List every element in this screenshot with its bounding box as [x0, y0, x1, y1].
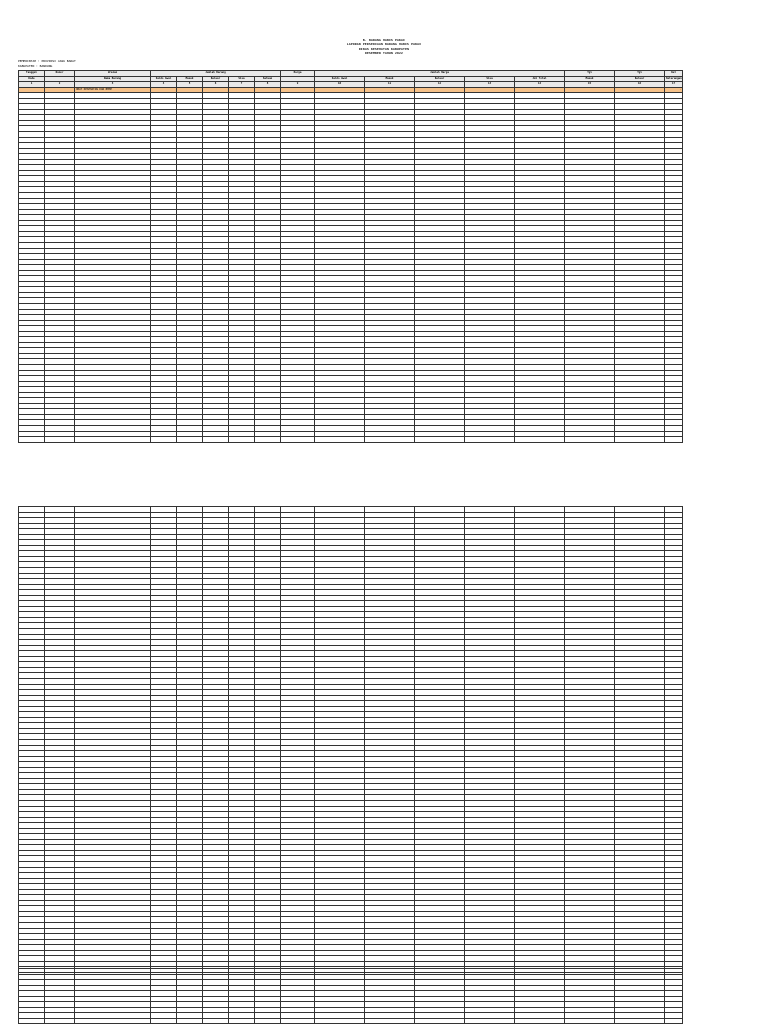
table-section-3	[18, 968, 682, 1024]
table-cell	[281, 437, 315, 443]
meta-line: KABUPATEN : BANDUNG	[18, 63, 53, 68]
report-title	[0, 38, 768, 56]
table-cell: Keluar	[203, 76, 229, 82]
table-cell: Satuan	[255, 76, 281, 82]
table-cell: 2	[45, 82, 75, 88]
table-cell: 9	[281, 82, 315, 88]
table-cell: 11	[365, 82, 415, 88]
header-cell: Nomor	[45, 71, 75, 77]
table-cell	[255, 437, 281, 443]
table-cell: 4	[151, 82, 177, 88]
title-line: LAPORAN PERSEDIAAN BARANG HABIS PAKAI	[346, 42, 422, 47]
inventory-table	[18, 506, 683, 973]
table-cell: 12	[415, 82, 465, 88]
table-cell	[75, 437, 151, 443]
table-cell: 10	[315, 82, 365, 88]
table-cell	[365, 437, 415, 443]
table-cell	[515, 437, 565, 443]
meta-line: PEMERINTAH : PROVINSI JAWA BARAT	[18, 59, 76, 63]
table-cell	[151, 437, 177, 443]
inventory-table	[18, 968, 683, 1024]
table-cell: -	[665, 87, 683, 93]
header-cell: Jumlah Barang	[151, 71, 281, 77]
table-cell: 6	[203, 82, 229, 88]
table-cell	[45, 437, 75, 443]
table-section-1	[18, 70, 682, 443]
header-cell: Tgl	[565, 71, 615, 77]
table-cell: Kode	[19, 76, 45, 82]
table-cell	[665, 437, 683, 443]
table-cell: OBAT KESEHATAN DAN BMHP	[75, 87, 151, 93]
table-cell	[203, 437, 229, 443]
table-cell: 5	[177, 82, 203, 88]
report-meta	[18, 59, 76, 68]
table-cell: Sisa	[229, 76, 255, 82]
table-cell	[465, 437, 515, 443]
table-cell: 1	[19, 82, 45, 88]
table-cell: Masuk	[565, 76, 615, 82]
table-cell: 14	[515, 82, 565, 88]
table-cell	[565, 437, 615, 443]
inventory-table	[18, 70, 683, 443]
table-cell: Keterangan	[666, 76, 682, 80]
table-cell: Saldo Awal	[315, 76, 365, 82]
table-cell	[615, 437, 665, 443]
table-cell: 16	[615, 82, 665, 88]
header-cell: Jumlah Harga	[315, 71, 565, 77]
header-cell: Uraian	[75, 71, 151, 77]
table-cell	[177, 437, 203, 443]
table-cell: 15	[565, 82, 615, 88]
table-cell	[315, 437, 365, 443]
table-row	[19, 437, 683, 443]
table-cell: 8	[255, 82, 281, 88]
table-cell: 13	[465, 82, 515, 88]
header-cell: Harga	[281, 71, 315, 77]
title-line: B. BARANG HABIS PAKAI	[362, 38, 406, 42]
table-cell	[229, 437, 255, 443]
table-cell: Masuk	[177, 76, 203, 82]
title-line: DINAS KESEHATAN KABUPATEN	[358, 46, 410, 51]
table-cell: Sisa	[465, 76, 515, 82]
header-cell: Tgl	[615, 71, 665, 77]
table-cell: Nama Barang	[75, 76, 151, 82]
table-cell: 3	[75, 82, 151, 88]
table-cell	[19, 437, 45, 443]
table-cell: 7	[229, 82, 255, 88]
table-cell: Saldo Awal	[151, 76, 177, 82]
table-cell: Jml Total	[515, 76, 565, 82]
table-cell: Keluar	[415, 76, 465, 82]
title-line: DESEMBER TAHUN 2022	[364, 51, 404, 56]
table-cell: Keluar	[615, 76, 665, 82]
table-cell: 17	[665, 82, 683, 88]
table-section-2	[18, 506, 682, 973]
header-cell: Ket	[665, 71, 683, 77]
header-cell: Tanggal	[19, 71, 45, 77]
table-cell: Masuk	[365, 76, 415, 82]
table-cell	[415, 437, 465, 443]
